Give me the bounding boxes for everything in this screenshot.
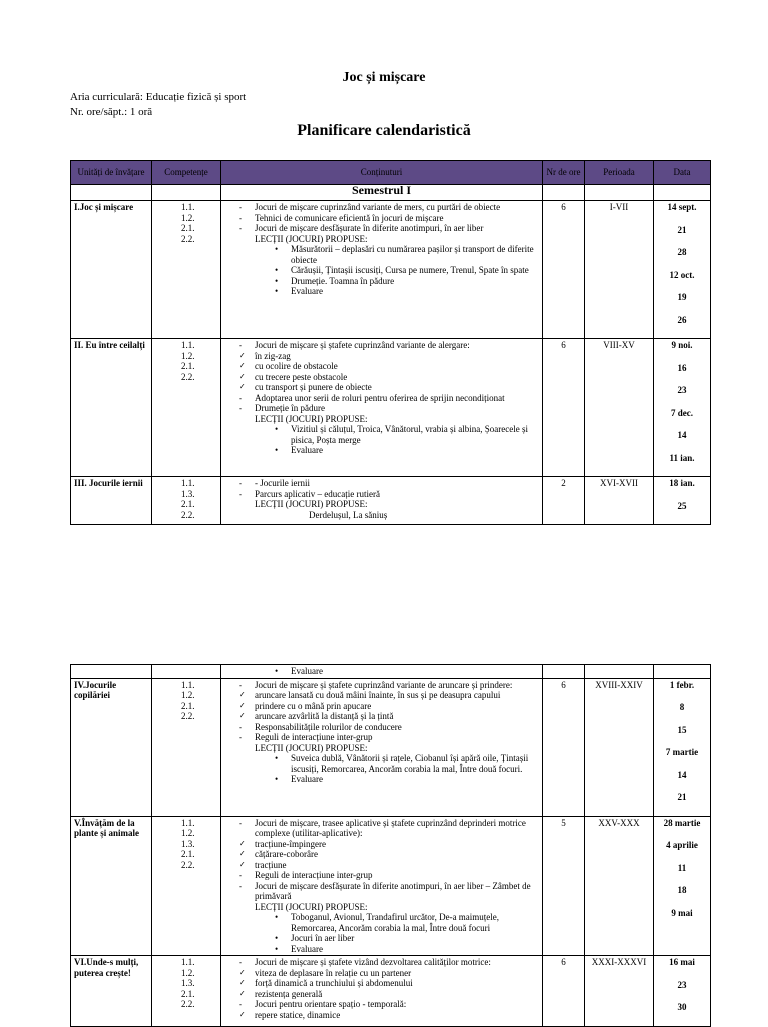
period-cell: I-VII	[585, 201, 654, 339]
content-item: ✓ repere statice, dinamice	[239, 1010, 539, 1021]
semester-row	[71, 185, 711, 201]
competence-code: 2.2.	[181, 999, 195, 1009]
competence-code: 1.3.	[181, 978, 195, 988]
competence-code: 2.1.	[181, 700, 195, 711]
content-item: ✓ aruncare lansată cu două mâini înainte, în sus și pe deasupra capului	[239, 690, 539, 701]
planning-title: Planificare calendaristică	[297, 122, 471, 139]
content-item: - Jocuri de mișcare desfășurate în diferite anotimpuri, în aer liber – Zâmbet de primăvară	[239, 881, 539, 902]
contents-cell	[221, 956, 543, 1027]
competence-code: 2.1.	[181, 223, 195, 233]
content-item: - - Jocurile iernii	[239, 478, 539, 489]
content-item: ✓ viteza de deplasare în relație cu un partener	[239, 968, 539, 979]
content-item: • Evaluare	[239, 286, 539, 297]
date-value: 19	[677, 292, 687, 302]
date-value: 16	[677, 362, 687, 373]
competences-cell	[152, 339, 221, 477]
competence-code: 1.2.	[181, 350, 195, 361]
date-value: 18 ian.	[669, 478, 695, 488]
hours-cell: 5	[543, 816, 585, 956]
competence-code: 2.2.	[181, 859, 195, 870]
header-units: Unități de învățare	[71, 161, 152, 185]
content-item: • Cărăușii, Țintașii iscusiți, Cursa pe numere, Trenul, Spate în spate	[239, 265, 539, 276]
content-item: ✓ în zig-zag	[239, 351, 539, 362]
date-value: 30	[677, 1002, 687, 1012]
content-item: • Drumeție. Toamna în pădure	[239, 276, 539, 287]
date-value: 14	[677, 769, 687, 780]
date-value: 11 ian.	[669, 452, 695, 463]
content-item: • Evaluare	[239, 445, 539, 456]
date-value: 23	[677, 979, 687, 990]
competence-code: 1.1.	[181, 817, 195, 828]
content-item: LECȚII (JOCURI) PROPUSE:	[255, 901, 368, 912]
date-value: 18	[677, 885, 687, 895]
date-value: 15	[677, 724, 687, 735]
unit-name: VI.Unde-s mulți, puterea crește!	[71, 956, 152, 1027]
content-item: • Vizitiul și căluțul, Troica, Vânătorul, vrabia și albina, Șoarecele și pisica, Poșta merge	[239, 424, 539, 445]
content-item: ✓ cu transport și punere de obiecte	[239, 382, 539, 393]
table-row	[71, 956, 711, 1027]
date-value: 11	[677, 862, 687, 873]
competence-code: 2.2.	[181, 371, 195, 382]
contents-cell	[221, 339, 543, 477]
unit-name: I.Joc și mișcare	[71, 201, 152, 339]
content-item: - Jocuri de mișcare și ștafete vizând dezvoltarea calităților motrice:	[239, 957, 539, 968]
competence-code: 1.1.	[181, 340, 195, 350]
content-item: - Jocuri de mișcare și ștafete cuprinzând variante de alergare:	[239, 340, 539, 351]
content-item: - Parcurs aplicativ – educație rutieră	[239, 489, 539, 500]
planning-table-page-2	[70, 664, 711, 1027]
content-item: • Toboganul, Avionul, Trandafirul urcător, De-a maimuțele, Remorcarea, Ancorăm corabia la mal, Între două focuri	[239, 912, 539, 933]
competence-code: 2.2.	[181, 233, 195, 244]
content-item: ✓ aruncare azvârlită la distanță și la țintă	[239, 711, 539, 722]
competences-cell	[152, 956, 221, 1027]
content-item: - Jocuri de mișcare desfășurate în diferite anotimpuri, în aer liber	[239, 223, 539, 234]
date-value: 21	[677, 792, 687, 802]
content-item: - Reguli de interacțiune inter-grup	[239, 870, 539, 881]
date-value: 8	[679, 702, 685, 712]
content-item: - Reguli de interacțiune inter-grup	[239, 732, 539, 743]
header-competences: Competențe	[152, 161, 221, 185]
dates-cell	[654, 339, 711, 477]
header-hours: Nr de ore	[543, 161, 585, 185]
competence-code: 1.1.	[181, 679, 195, 690]
semester-label: Semestrul I	[221, 185, 543, 201]
competences-cell	[152, 816, 221, 956]
content-item: - Jocuri de mișcare, trasee aplicative și ștafete cuprinzând deprinderi motrice complexe (utilitar-aplicative):	[239, 818, 539, 839]
date-value: 28	[677, 247, 687, 257]
date-value: 9 noi.	[671, 340, 693, 350]
unit-name: IV.Jocurile copilăriei	[71, 678, 152, 816]
date-value: 7 dec.	[671, 407, 693, 418]
content-item: - Drumeție în pădure	[239, 403, 539, 414]
hours-cell: 6	[543, 678, 585, 816]
period-cell: XXXI-XXXVI	[585, 956, 654, 1027]
content-item: • Jocuri în aer liber	[239, 933, 539, 944]
planning-table-page-1	[70, 160, 711, 525]
content-item: ✓ cu trecere peste obstacole	[239, 372, 539, 383]
content-item: - Adoptarea unor serii de roluri pentru oferirea de sprijin necondiționat	[239, 393, 539, 404]
hours-cell: 6	[543, 339, 585, 477]
unit-name: III. Jocurile iernii	[71, 477, 152, 525]
competence-code: 1.1.	[181, 478, 195, 488]
contents-cell	[221, 816, 543, 956]
contents-cell	[221, 201, 543, 339]
date-value: 26	[677, 314, 687, 325]
contents-cell	[221, 678, 543, 816]
header-contents: Conținuturi	[221, 161, 543, 185]
content-item: - Jocuri de mișcare și ștafete cuprinzând variante de aruncare și prindere:	[239, 680, 539, 691]
competence-code: 1.2.	[181, 967, 195, 978]
competence-code: 1.3.	[181, 488, 195, 499]
dates-cell	[654, 956, 711, 1027]
date-value: 16 mai	[669, 957, 695, 967]
content-item: ✓ cățărare-coborâre	[239, 849, 539, 860]
competence-code: 1.3.	[181, 838, 195, 849]
content-item: • Evaluare	[239, 944, 539, 955]
competence-code: 2.1.	[181, 849, 195, 859]
continuation-row	[71, 665, 711, 679]
hours-cell: 6	[543, 201, 585, 339]
content-item: - Tehnici de comunicare eficientă în jocuri de mișcare	[239, 213, 539, 224]
date-value: 14 sept.	[667, 202, 697, 212]
date-value: 25	[677, 500, 687, 511]
competence-code: 2.2.	[181, 509, 195, 520]
content-item: ✓ cu ocolire de obstacole	[239, 361, 539, 372]
date-value: 14	[677, 430, 687, 440]
period-cell: XVI-XVII	[585, 477, 654, 525]
competence-code: 1.2.	[181, 212, 195, 223]
table-row	[71, 816, 711, 956]
header-date: Data	[654, 161, 711, 185]
competence-code: 2.1.	[181, 361, 195, 371]
content-item: ✓ prindere cu o mână prin apucare	[239, 701, 539, 712]
hours-cell: 2	[543, 477, 585, 525]
dates-cell	[654, 678, 711, 816]
competence-code: 1.2.	[181, 690, 195, 700]
competence-code: 1.1.	[181, 957, 195, 967]
document-title: Joc și mișcare	[342, 70, 426, 85]
unit-name: V.Învățăm de la plante și animale	[71, 816, 152, 956]
unit-name: II. Eu între ceilalți	[71, 339, 152, 477]
competences-cell	[152, 201, 221, 339]
content-item: - Jocuri pentru orientare spațio - temporală:	[239, 999, 539, 1010]
hours-cell: 6	[543, 956, 585, 1027]
content-item: ✓ tracțiune-împingere	[239, 839, 539, 850]
content-item: LECȚII (JOCURI) PROPUSE:	[255, 413, 368, 424]
content-item: • Evaluare	[239, 774, 539, 785]
content-item: LECȚII (JOCURI) PROPUSE:	[255, 742, 368, 753]
content-item: ✓ rezistența generală	[239, 989, 539, 1000]
dates-cell	[654, 816, 711, 956]
content-item: - Responsabilitățile rolurilor de conducere	[239, 722, 539, 733]
date-value: 9 mai	[671, 907, 693, 918]
competence-code: 2.1.	[181, 988, 195, 999]
period-cell: XVIII-XXIV	[585, 678, 654, 816]
date-value: 28 martie	[663, 817, 701, 828]
date-value: 4 aprilie	[666, 840, 698, 850]
dates-cell	[654, 201, 711, 339]
date-value: 12 oct.	[669, 269, 695, 280]
date-value: 21	[677, 224, 687, 235]
table-row	[71, 477, 711, 525]
content-item: Derdelușul, La săniuș	[309, 509, 388, 520]
header-period: Perioada	[585, 161, 654, 185]
content-item: • Măsurătorii – deplasări cu numărarea pașilor și transport de diferite obiecte	[239, 244, 539, 265]
competences-cell	[152, 477, 221, 525]
competences-cell	[152, 678, 221, 816]
content-item: ✓ forță dinamică a trunchiului și abdomenului	[239, 978, 539, 989]
period-cell: VIII-XV	[585, 339, 654, 477]
date-value: 1 febr.	[669, 679, 695, 690]
table-row	[71, 678, 711, 816]
curricular-area: Aria curriculară: Educație fizică și sport	[70, 91, 247, 103]
competence-code: 1.2.	[181, 828, 195, 838]
date-value: 7 martie	[665, 747, 699, 757]
table-row	[71, 339, 711, 477]
content-item: LECȚII (JOCURI) PROPUSE:	[255, 233, 368, 244]
content-item: - Jocuri de mișcare cuprinzând variante de mers, cu purtări de obiecte	[239, 202, 539, 213]
competence-code: 1.1.	[181, 202, 195, 212]
content-item: • Suveica dublă, Vânătorii și rațele, Ciobanul își apără oile, Țintașii iscusiți, Remorcarea, Ancorăm corabia la mal, Între două focuri.	[239, 753, 539, 774]
table-row	[71, 201, 711, 339]
list-item: • Evaluare	[239, 666, 539, 677]
contents-cell	[221, 477, 543, 525]
competence-code: 2.1.	[181, 499, 195, 509]
hours-per-week: Nr. ore/săpt.: 1 oră	[70, 106, 153, 118]
table-header-row	[71, 161, 711, 185]
dates-cell	[654, 477, 711, 525]
content-item: ✓ tracțiune	[239, 860, 539, 871]
period-cell: XXV-XXX	[585, 816, 654, 956]
content-item: LECȚII (JOCURI) PROPUSE:	[255, 499, 368, 509]
date-value: 23	[677, 385, 687, 395]
competence-code: 2.2.	[181, 711, 195, 721]
